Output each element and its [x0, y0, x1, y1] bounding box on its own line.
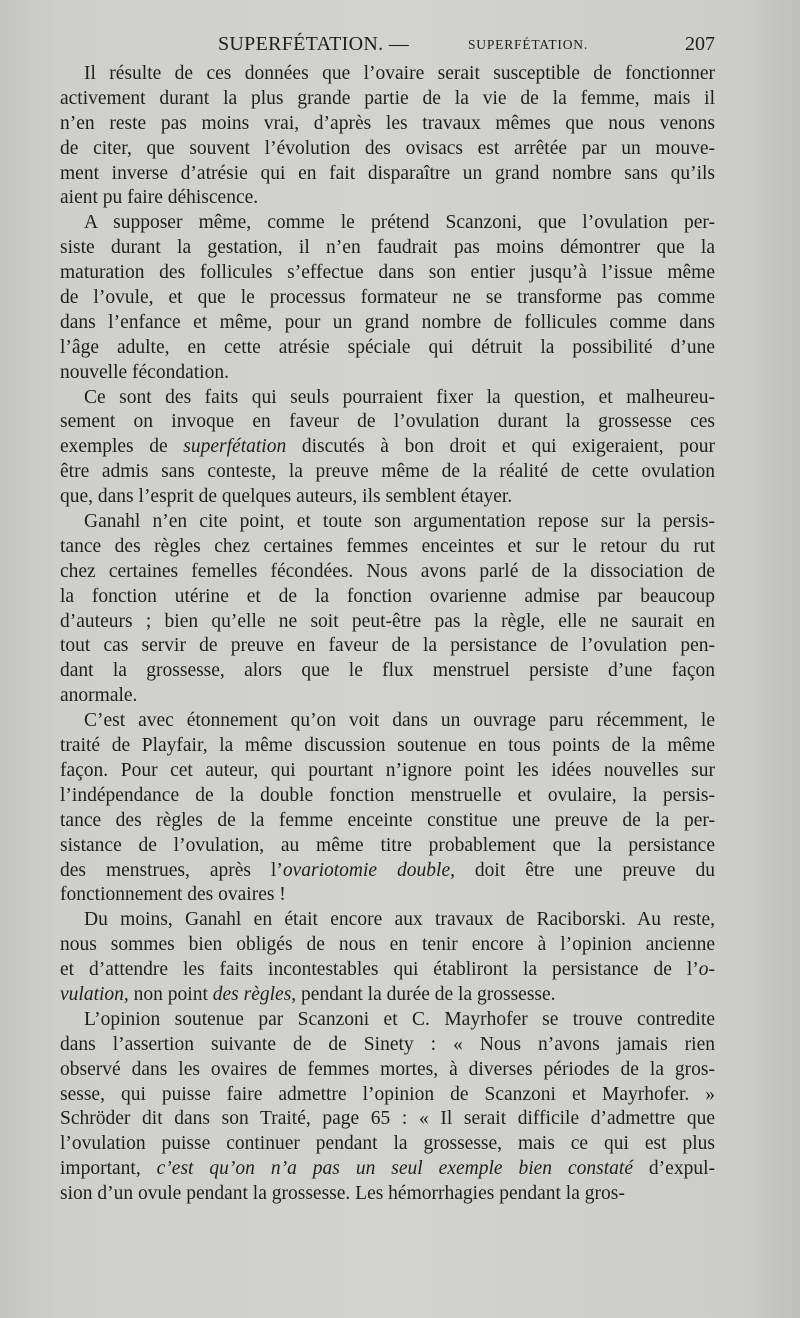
text-line: dant la grossesse, alors que le flux menstruel persiste d’une façon: [60, 660, 715, 682]
text-line: l’âge adulte, en cette atrésie spéciale qui détruit la possibilité d’une: [60, 336, 715, 358]
text-line: sement on invoque en faveur de l’ovulation durant la grossesse ces: [60, 411, 715, 433]
text-line: nous sommes bien obligés de nous en tenir encore à l’opinion ancienne: [60, 934, 715, 956]
text-line: l’ovulation puisse continuer pendant la grossesse, mais ce qui est plus: [60, 1133, 715, 1155]
italic-text: vulation: [60, 983, 124, 1005]
running-head-subtitle: SUPERFÉTATION.: [468, 37, 589, 52]
text-line: tance des règles de la femme enceinte constitue une preuve de la per-: [60, 809, 715, 831]
text-line: observé dans les ovaires de femmes mortes, à diverses périodes de la gros-: [60, 1058, 715, 1080]
text-line: sistance de l’ovulation, au même titre probablement que la persistance: [60, 834, 715, 856]
page-number: 207: [685, 33, 715, 55]
italic-text: superfétation: [183, 436, 287, 458]
text-line: fonctionnement des ovaires !: [60, 884, 286, 906]
running-head-title-text: SUPERFÉTATION.: [218, 33, 384, 55]
text-line: tout cas servir de preuve en faveur de la persistance de l’ovulation pen-: [60, 635, 715, 657]
italic-text: o-: [698, 959, 715, 981]
running-head: [60, 30, 715, 58]
text-line: d’auteurs ; bien qu’elle ne soit peut-être pas la règle, elle ne saurait en: [60, 610, 715, 632]
paragraph: [60, 386, 715, 510]
text-line: Il résulte de ces données que l’ovaire serait susceptible de fonctionner: [84, 63, 715, 84]
text-line: anormale.: [60, 685, 138, 707]
paragraph: [60, 1008, 715, 1207]
text-line: de l’ovule, et que le processus formateur ne se transforme pas comme: [60, 287, 715, 309]
text-line: traité de Playfair, la même discussion soutenue en tous points de la même: [60, 735, 715, 757]
text-line: de citer, que souvent l’évolution des ovisacs est arrêtée par un mouve-: [60, 137, 715, 159]
text-line: dans l’enfance et même, pour un grand nombre de follicules comme dans: [60, 311, 715, 333]
text-line: sion d’un ovule pendant la grossesse. Les hémorrhagies pendant la gros-: [60, 1183, 625, 1205]
text-line: ment inverse d’atrésie qui en fait disparaître un grand nombre sans qu’ils: [60, 162, 715, 184]
text-line: tance des règles chez certaines femmes enceintes et sur le retour du rut: [60, 535, 715, 557]
body-text: [60, 62, 715, 1258]
text-line: dans l’assertion suivante de de Sinety : « Nous n’avons jamais rien: [60, 1033, 715, 1055]
text-line: A supposer même, comme le prétend Scanzoni, que l’ovulation per-: [84, 212, 715, 234]
text-line: activement durant la plus grande partie de la vie de la femme, mais il: [60, 87, 715, 109]
text-line: être admis sans conteste, la preuve même de la réalité de cette ovulation: [60, 461, 715, 483]
text-line: vulation, non point des règles, pendant la durée de la grossesse.: [60, 983, 556, 1005]
text-line: Du moins, Ganahl en était encore aux travaux de Raciborski. Au reste,: [84, 909, 715, 931]
text-line: Schröder dit dans son Traité, page 65 : « Il serait difficile d’admettre que: [60, 1108, 715, 1130]
text-line: Ganahl n’en cite point, et toute son argumentation repose sur la persis-: [84, 511, 715, 533]
text-line: L’opinion soutenue par Scanzoni et C. Mayrhofer se trouve contredite: [84, 1008, 715, 1030]
text-line: chez certaines femelles fécondées. Nous avons parlé de la dissociation de: [60, 560, 715, 582]
text-line: sesse, qui puisse faire admettre l’opinion de Scanzoni et Mayrhofer. »: [60, 1083, 715, 1105]
text-line: important, c’est qu’on n’a pas un seul exemple bien constaté d’expul-: [60, 1158, 715, 1180]
italic-text: ovariotomie double: [282, 859, 451, 881]
running-head-dash: —: [388, 33, 410, 55]
paragraph: [60, 62, 715, 211]
text-line: nouvelle fécondation.: [60, 361, 229, 383]
text-line: l’indépendance de la double fonction menstruelle et ovulaire, la persis-: [60, 784, 715, 806]
text-line: que, dans l’esprit de quelques auteurs, ils semblent étayer.: [60, 486, 513, 508]
text-line: Ce sont des faits qui seuls pourraient fixer la question, et malheureu-: [84, 386, 715, 408]
paragraph: [60, 908, 715, 1008]
paragraph: [60, 510, 715, 709]
text-line: des menstrues, après l’ovariotomie double, doit être une preuve du: [60, 859, 715, 881]
italic-text: c’est qu’on n’a pas un seul exemple bien constaté: [156, 1158, 633, 1180]
italic-text: des règles: [212, 983, 292, 1005]
text-line: aient pu faire déhiscence.: [60, 187, 259, 209]
paragraph: [60, 709, 715, 908]
running-head-title: [218, 30, 409, 58]
text-line: siste durant la gestation, il n’en faudrait pas moins démontrer que la: [60, 237, 715, 259]
text-line: maturation des follicules s’effectue dans son entier jusqu’à l’issue même: [60, 262, 715, 284]
text-line: la fonction utérine et de la fonction ovarienne admise par beaucoup: [60, 585, 715, 607]
text-line: exemples de superfétation discutés à bon droit et qui exigeraient, pour: [60, 436, 715, 458]
text-line: et d’attendre les faits incontestables qui établiront la persistance de l’o-: [60, 959, 715, 981]
paragraph: [60, 211, 715, 385]
text-line: C’est avec étonnement qu’on voit dans un ouvrage paru récemment, le: [84, 710, 715, 732]
text-line: n’en reste pas moins vrai, d’après les travaux mêmes que nous venons: [60, 112, 715, 134]
text-line: façon. Pour cet auteur, qui pourtant n’ignore point les idées nouvelles sur: [60, 759, 715, 781]
